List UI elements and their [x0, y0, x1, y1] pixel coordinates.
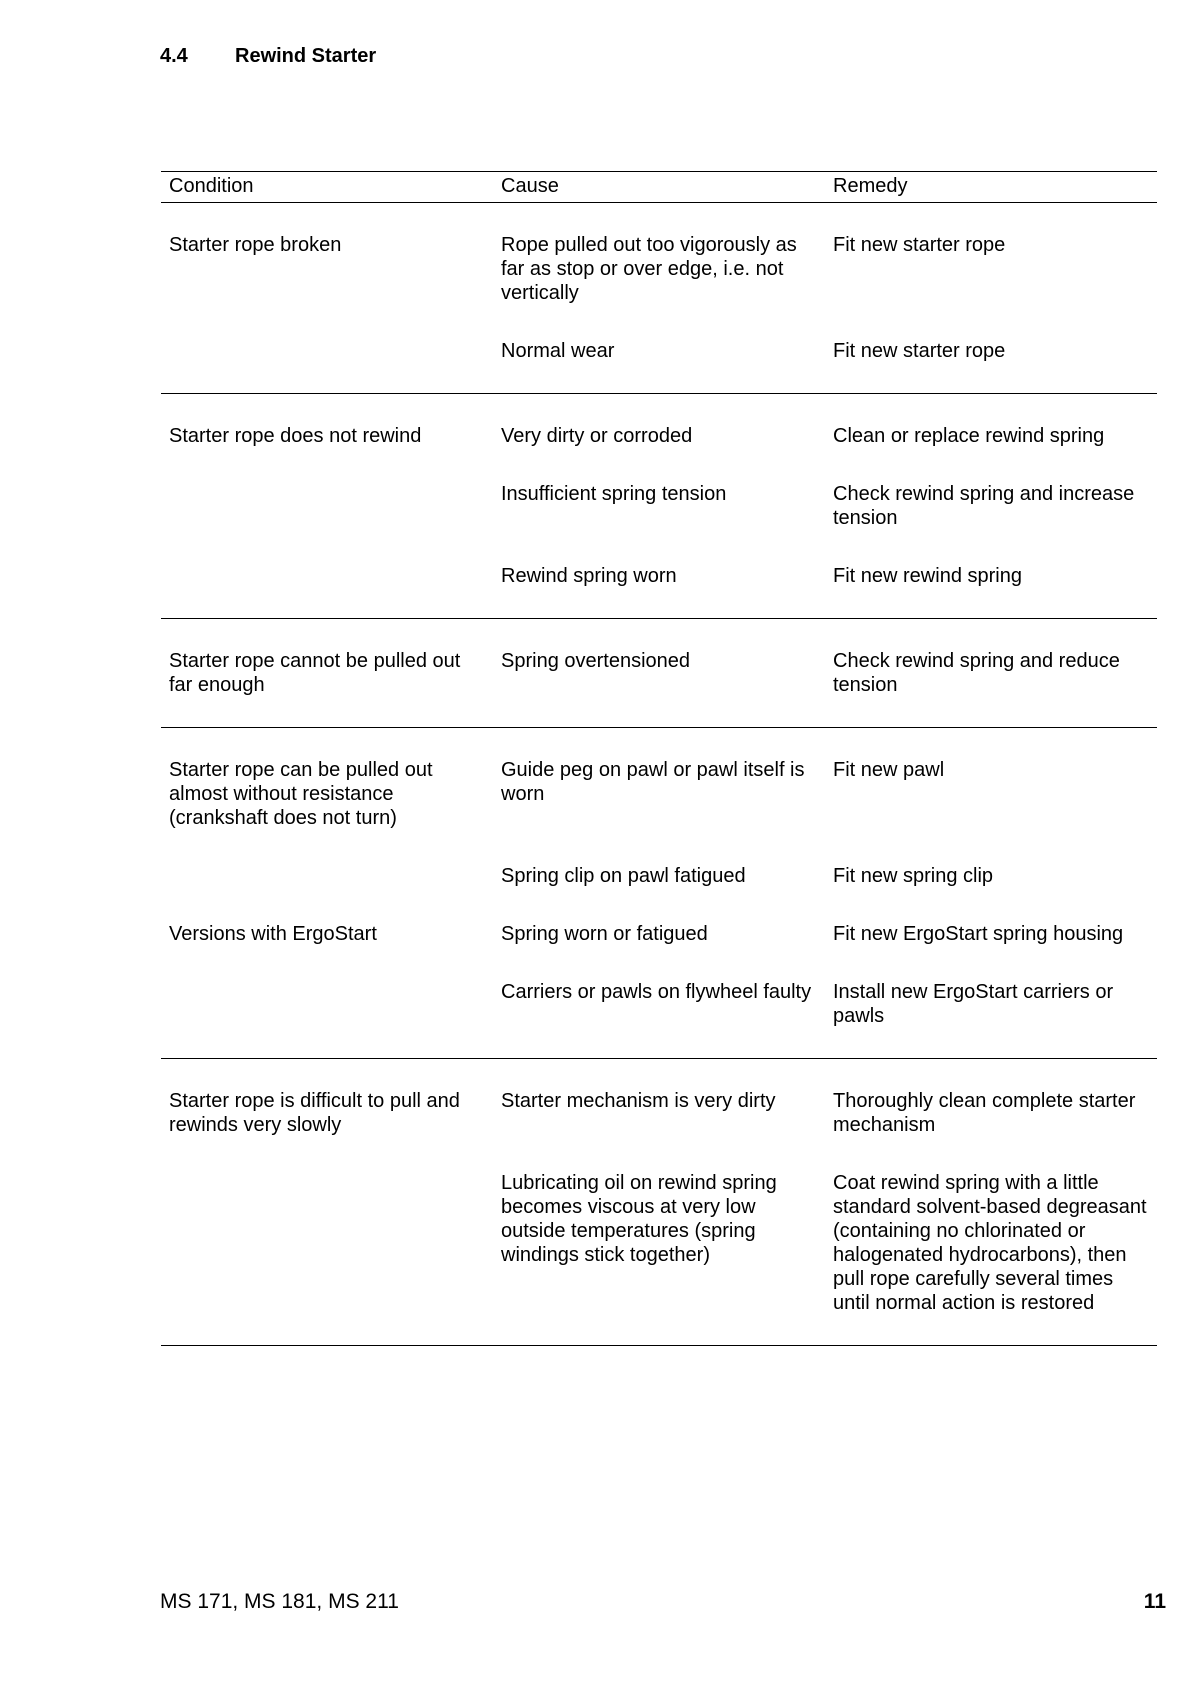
table-row — [161, 1171, 1157, 1315]
remedy-cell: Clean or replace rewind spring — [833, 425, 1105, 447]
cause-cell: Lubricating oil on rewind spring becomes viscous at very low outside temperatures (spring windings stick together) — [501, 1172, 777, 1266]
table-row — [161, 482, 1157, 530]
condition-cell: Versions with ErgoStart — [169, 923, 377, 945]
table-row — [161, 649, 1157, 697]
condition-cell: Starter rope can be pulled out almost without resistance (crankshaft does not turn) — [169, 759, 433, 829]
cause-cell: Guide peg on pawl or pawl itself is worn — [501, 759, 805, 805]
condition-cell: Starter rope does not rewind — [169, 425, 422, 447]
remedy-cell: Fit new pawl — [833, 759, 945, 781]
condition-cell: Starter rope broken — [169, 234, 342, 256]
condition-cell: Starter rope is difficult to pull and rewinds very slowly — [169, 1090, 460, 1136]
section-title: Rewind Starter — [235, 45, 377, 67]
table-row — [161, 564, 1157, 588]
cause-cell: Very dirty or corroded — [501, 425, 693, 447]
cause-cell: Carriers or pawls on flywheel faulty — [501, 981, 812, 1003]
header-cause: Cause — [493, 172, 825, 203]
condition-cell: Starter rope cannot be pulled out far enough — [169, 650, 461, 696]
table-row — [161, 233, 1157, 305]
cause-cell: Spring overtensioned — [501, 650, 691, 672]
remedy-cell: Fit new starter rope — [833, 234, 1006, 256]
table-row — [161, 339, 1157, 363]
remedy-cell: Install new ErgoStart carriers or pawls — [833, 981, 1114, 1027]
group-divider — [161, 1345, 1157, 1346]
condition-cell — [161, 1171, 493, 1315]
troubleshooting-table — [161, 171, 1157, 1346]
cause-cell: Spring worn or fatigued — [501, 923, 708, 945]
header-condition: Condition — [161, 172, 493, 203]
page-number: 11 — [1143, 1590, 1166, 1613]
table-row — [161, 980, 1157, 1028]
condition-cell — [161, 864, 493, 888]
table-row — [161, 864, 1157, 888]
section-number: 4.4 — [160, 45, 188, 67]
remedy-cell: Check rewind spring and increase tension — [833, 483, 1135, 529]
remedy-cell: Fit new spring clip — [833, 865, 994, 887]
remedy-cell: Check rewind spring and reduce tension — [833, 650, 1120, 696]
header-remedy: Remedy — [825, 172, 1157, 203]
section-heading — [160, 42, 376, 70]
cause-cell: Normal wear — [501, 340, 615, 362]
cause-cell: Insufficient spring tension — [501, 483, 727, 505]
cause-cell: Rewind spring worn — [501, 565, 677, 587]
remedy-cell: Fit new starter rope — [833, 340, 1006, 362]
remedy-cell: Fit new ErgoStart spring housing — [833, 923, 1124, 945]
condition-cell — [161, 564, 493, 588]
table-row — [161, 922, 1157, 946]
remedy-cell: Thoroughly clean complete starter mechanism — [833, 1090, 1136, 1136]
cause-cell: Spring clip on pawl fatigued — [501, 865, 746, 887]
footer-model-list: MS 171, MS 181, MS 211 — [160, 1590, 399, 1613]
condition-cell — [161, 980, 493, 1028]
condition-cell — [161, 482, 493, 530]
table-row — [161, 424, 1157, 448]
cause-cell: Starter mechanism is very dirty — [501, 1090, 776, 1112]
remedy-cell: Coat rewind spring with a little standard solvent-based degreasant (containing no chlorinated or halogenated hydrocarbons), then pull rope carefully several times until normal action is restored — [833, 1172, 1147, 1314]
table-row — [161, 758, 1157, 830]
remedy-cell: Fit new rewind spring — [833, 565, 1022, 587]
cause-cell: Rope pulled out too vigorously as far as stop or over edge, i.e. not vertically — [501, 234, 797, 304]
table-header-row — [161, 172, 1157, 203]
condition-cell — [161, 339, 493, 363]
table-row — [161, 1089, 1157, 1137]
